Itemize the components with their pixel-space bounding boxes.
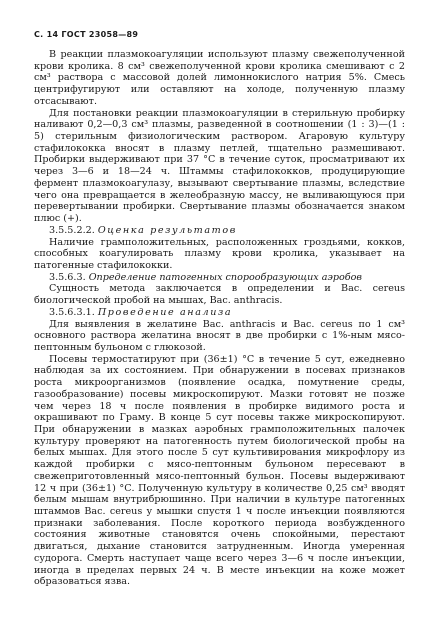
paragraph-incubation: Посевы термостатируют при (36±1) °С в течение 5 сут, ежедневно наблюдая за их состоянием. При обнаружении в посевах признаков роста микроорганизмов (появление осадка, помутнение среды, газообразование) посевы микроскопируют. Мазки готовят не позже чем через 18 ч после появления в пробирке видимого роста и окрашивают по Граму. В конце 5 сут посевы также микроскопируют. При обнаружении в мазках аэробных грамположительных палочек культуру проверяют на патогенность путем биологической пробы на белых мышах. Для этого после 5 сут культивирования микрофлору из каждой пробирки с мясо-пептонным бульоном пересевают в свежеприготовленный мясо-пептонный бульон. Посевы выдерживают 12 ч при (36±1) °С. Полученную культуру в количестве 0,25 см³ вводят белым мышам внутрибрюшинно. При наличии в культуре патогенных штаммов Bac. cereus у мышки спустя 1 ч после инъекции появляются признаки заболевания. После короткого периода возбужденного состояния животные становятся очень спокойными, перестают двигаться, дыхание становится затрудненным. Иногда умеренная судорога. Смерть наступает чаще всего через 3—6 ч после инъекции, иногда в пределах первых 24 ч. В месте инъекции на коже может образоваться язва. [34,353,405,588]
paragraph-plasma-prep: В реакции плазмокоагуляции используют плазму свежеполученной крови кролика. 8 см³ свежеполученной крови кролика смешивают с 2 см³ раствора с массовой долей лимоннокислого натрия 5%. Смесь центрифугируют или оставляют на холоде, полученную плазму отсасывают. [34,49,405,107]
paragraph-results: Наличие грамположительных, расположенных гроздьями, кокков, способных коагулировать плазму крови кролика, указывает на патогенные стафилококки. [34,236,405,271]
paragraph-method-essence: Сущность метода заключается в определении и Bac. cereus биологической пробой на мышах, Bac. anthracis. [34,283,405,307]
section-heading-results [34,225,405,237]
document-body [34,49,405,588]
page-header: С. 14 ГОСТ 23058—89 [34,30,139,39]
section-title: Определение патогенных спорообразующих аэробов [88,271,362,283]
paragraph-detection: Для выявления в желатине Bac. anthracis и Bac. cereus по 1 см³ основного раствора желатина вносят в две пробирки с 1%-ным мясо-пептонным бульоном с глюкозой. [34,318,405,353]
section-heading-spore-aerobes [34,272,405,284]
paragraph-coagulation-test: Для постановки реакции плазмокоагуляции в стерильную пробирку наливают 0,2—0,3 см³ плазмы, разведенной в соотношении (1 : 3)—(1 : 5) стерильным физиологическим раствором. Агаровую культуру стафилококка вносят в плазму петлей, тщательно размешивают. Пробирки выдерживают при 37 °С в течение суток, просматривают их через 3—6 и 18—24 ч. Штаммы стафилококков, продуцирующие фермент плазмокоагулазу, вызывают свертывание плазмы, вследствие чего она превращается в желеобразную массу, не выливающуюся при перевертывании пробирки. Свертывание плазмы обозначается знаком плюс (+). [34,107,405,225]
section-number: 3.5.6.3.1. [49,306,95,318]
section-heading-analysis [34,307,405,319]
section-title: Проведение анализа [97,306,233,318]
section-number: 3.5.5.2.2. [49,224,95,236]
section-title: Оценка результатов [97,224,237,236]
section-number: 3.5.6.3. [49,271,86,283]
